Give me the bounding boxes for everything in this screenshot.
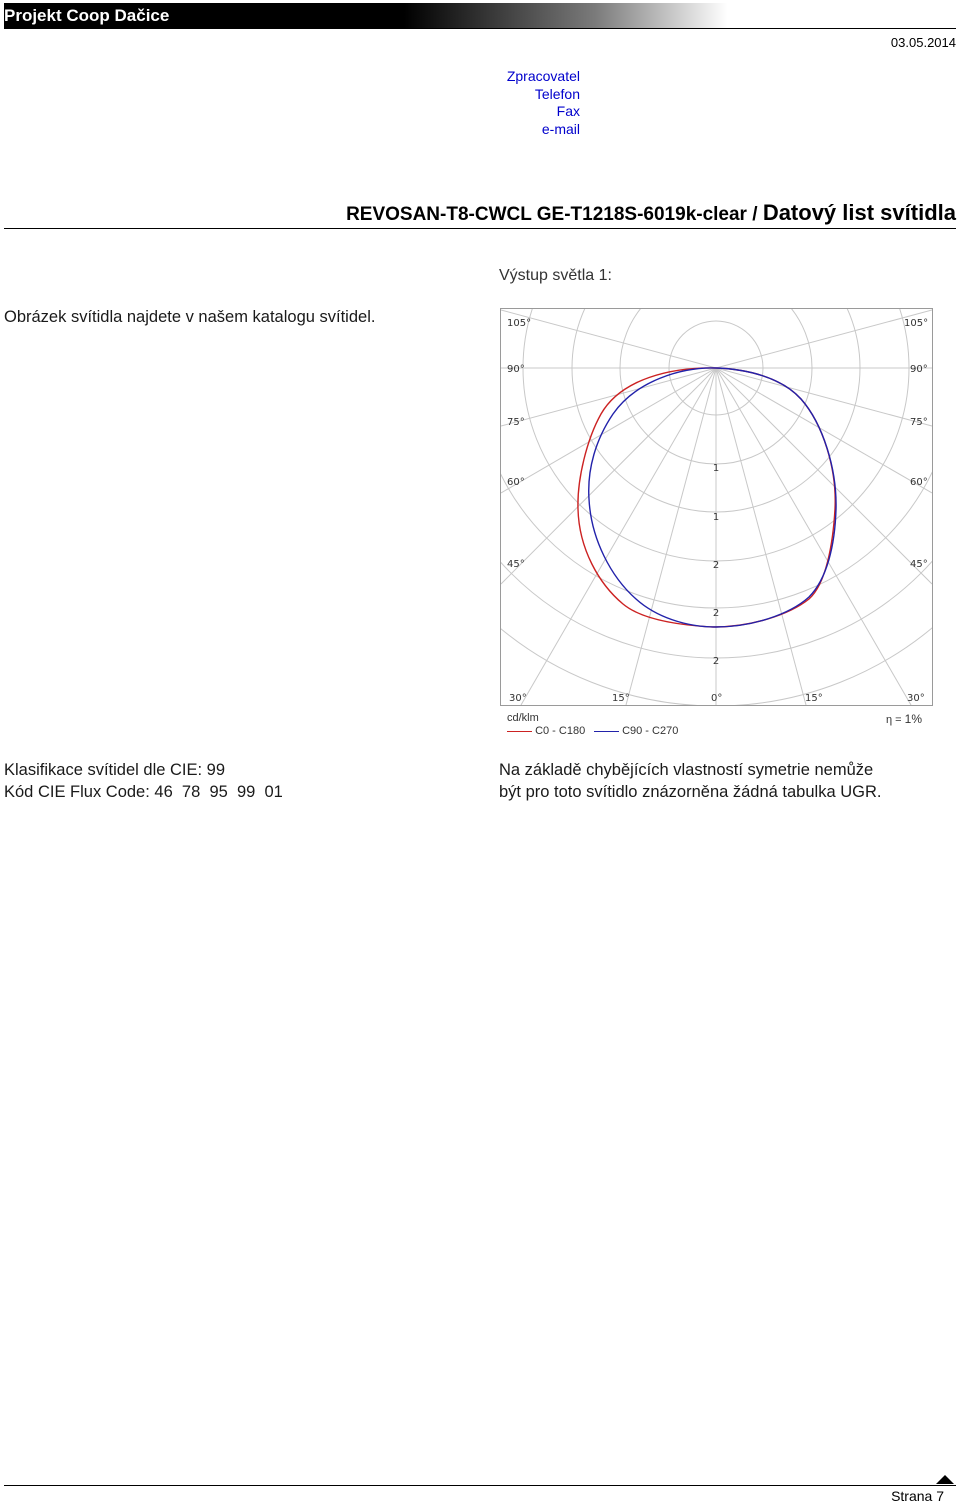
angle-label-right-90: 90° (910, 364, 928, 375)
spoke-105r (716, 310, 932, 368)
header-divider (4, 28, 956, 29)
angle-label-right-105: 105° (904, 318, 929, 329)
contact-block (380, 68, 580, 138)
cie-flux-code: Kód CIE Flux Code: 46 78 95 99 01 (4, 783, 283, 801)
curve-c90-c270 (589, 368, 836, 627)
contact-fax: Fax (556, 103, 580, 119)
contact-email: e-mail (541, 120, 580, 137)
radial-label-3: 2 (712, 560, 720, 571)
spoke-45r (716, 368, 932, 584)
legend-swatch-c90 (594, 731, 619, 732)
radial-label-5: 2 (712, 656, 720, 667)
spoke-60r (716, 368, 932, 493)
spoke-75r (716, 368, 932, 426)
legend-label-c90: C90 - C270 (622, 725, 679, 737)
contact-processor: Zpracovatel (506, 68, 580, 84)
angle-label-left-105: 105° (507, 318, 532, 329)
polar-diagram-svg (501, 309, 932, 705)
legend-swatch-c0 (507, 731, 532, 732)
ugr-note-line-2: být pro toto svítidlo znázorněna žádná tabulka UGR. (499, 783, 882, 801)
footer-divider (4, 1485, 956, 1506)
image-note: Obrázek svítidla najdete v našem katalogu svítidel. (4, 308, 376, 326)
document-title (346, 200, 956, 226)
title-separator: / (752, 204, 758, 225)
legend-item-c0 (507, 725, 585, 737)
page-number: Strana 7 (891, 1488, 944, 1504)
units-label: cd/klm (507, 712, 539, 724)
contact-phone: Telefon (534, 85, 580, 102)
polar-diagram (500, 308, 933, 706)
angle-label-right-75: 75° (910, 417, 928, 428)
document-date: 03.05.2014 (890, 35, 956, 50)
efficiency-label (886, 712, 922, 726)
scroll-top-icon[interactable] (936, 1475, 954, 1484)
legend-item-c90 (594, 725, 678, 737)
angle-label-bottom-30l: 30° (509, 693, 527, 704)
angle-label-bottom-15l: 15° (612, 693, 630, 704)
product-name: REVOSAN-T8-CWCL GE-T1218S-6019k-clear (346, 204, 747, 225)
eta-label: η = (886, 714, 902, 726)
angle-label-left-60: 60° (507, 477, 525, 488)
spoke-30l (521, 368, 716, 705)
cie-classification: Klasifikace svítidel dle CIE: 99 (4, 761, 226, 779)
legend-label-c0: C0 - C180 (535, 725, 586, 737)
radial-label-2: 1 (712, 512, 720, 523)
spoke-45l (501, 368, 716, 584)
document-subtitle: Datový list svítidla (762, 200, 956, 225)
angle-label-bottom-15r: 15° (805, 693, 823, 704)
light-output-heading: Výstup světla 1: (499, 267, 612, 284)
angle-label-bottom-30r: 30° (907, 693, 925, 704)
angle-label-left-45: 45° (507, 559, 525, 570)
angle-label-bottom-0: 0° (711, 693, 723, 704)
ugr-note-line-1: Na základě chybějících vlastností symetrie nemůže (499, 761, 874, 779)
project-title: Projekt Coop Dačice (4, 6, 170, 25)
spoke-105l (501, 310, 716, 368)
angle-label-left-75: 75° (507, 417, 525, 428)
angle-label-right-45: 45° (910, 559, 928, 570)
angle-label-left-90: 90° (507, 364, 525, 375)
title-divider (4, 228, 956, 229)
angle-label-right-60: 60° (910, 477, 928, 488)
eta-value: 1% (904, 712, 923, 726)
radial-label-4: 2 (712, 608, 720, 619)
radial-label-1: 1 (712, 463, 720, 474)
curve-c0-c180 (578, 368, 835, 627)
spoke-75l (501, 368, 716, 426)
spoke-30r (716, 368, 911, 705)
angle-labels (507, 318, 928, 704)
